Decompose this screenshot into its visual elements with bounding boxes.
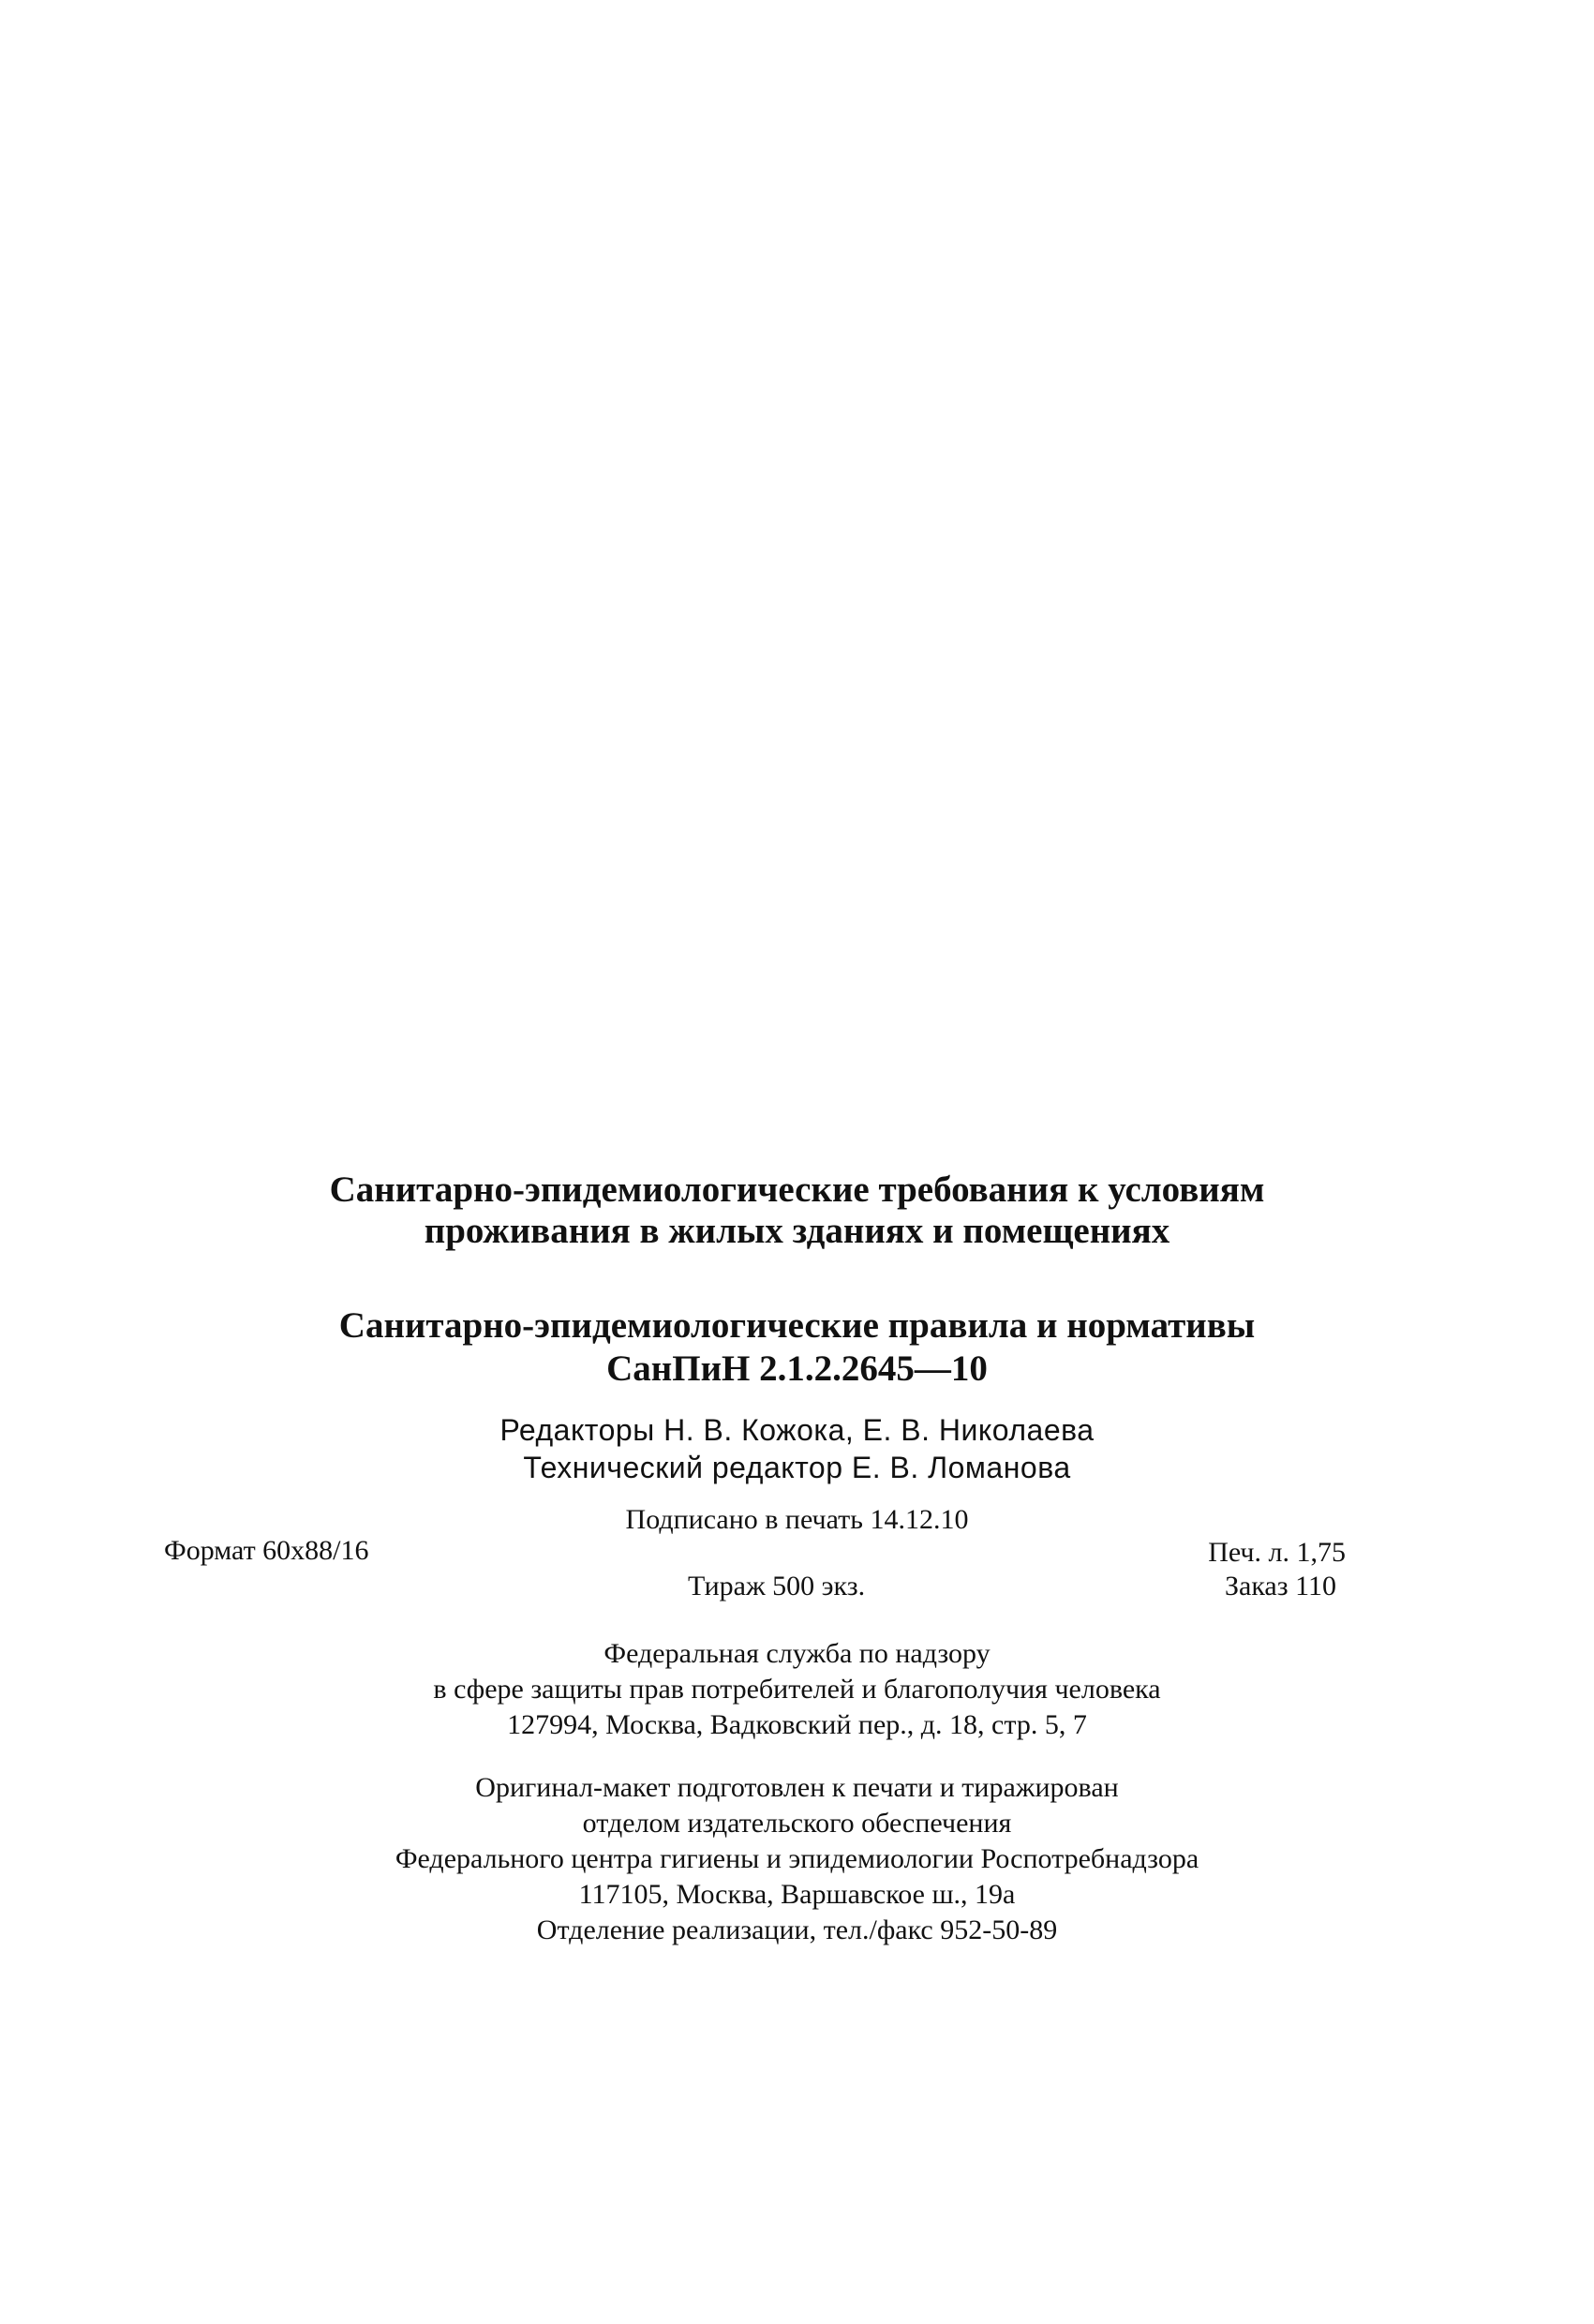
technical-editor-credit: Технический редактор Е. В. Ломанова (523, 1451, 1071, 1484)
printer-line-1: Оригинал-макет подготовлен к печати и тиражирован (475, 1772, 1119, 1803)
order-number: Заказ 110 (1224, 1571, 1336, 1601)
format-label: Формат 60x88/16 (164, 1535, 369, 1566)
publisher-line-1: Федеральная служба по надзору (603, 1638, 991, 1669)
printer-line-3: Федерального центра гигиены и эпидемиологии Роспотребнадзора (395, 1843, 1199, 1874)
document-title-line-1: Санитарно-эпидемиологические требования к условиям (329, 1169, 1265, 1210)
document-title-line-2: проживания в жилых зданиях и помещениях (424, 1211, 1170, 1251)
document-code: СанПиН 2.1.2.2645—10 (606, 1348, 988, 1389)
printer-line-2: отделом издательского обеспечения (582, 1808, 1012, 1839)
printer-address: 117105, Москва, Варшавское ш., 19а (578, 1879, 1016, 1910)
publisher-line-2: в сфере защиты прав потребителей и благополучия человека (433, 1674, 1161, 1705)
signed-for-print: Подписано в печать 14.12.10 (625, 1504, 969, 1535)
document-subtitle-line-1: Санитарно-эпидемиологические правила и нормативы (338, 1305, 1256, 1346)
print-run: Тираж 500 экз. (688, 1571, 866, 1601)
sales-contact: Отделение реализации, тел./факс 952-50-89 (536, 1914, 1058, 1945)
editors-credit: Редакторы Н. В. Кожока, Е. В. Николаева (499, 1413, 1095, 1447)
publisher-address: 127994, Москва, Вадковский пер., д. 18, стр. 5, 7 (507, 1709, 1087, 1740)
printed-sheets: Печ. л. 1,75 (1208, 1537, 1346, 1568)
